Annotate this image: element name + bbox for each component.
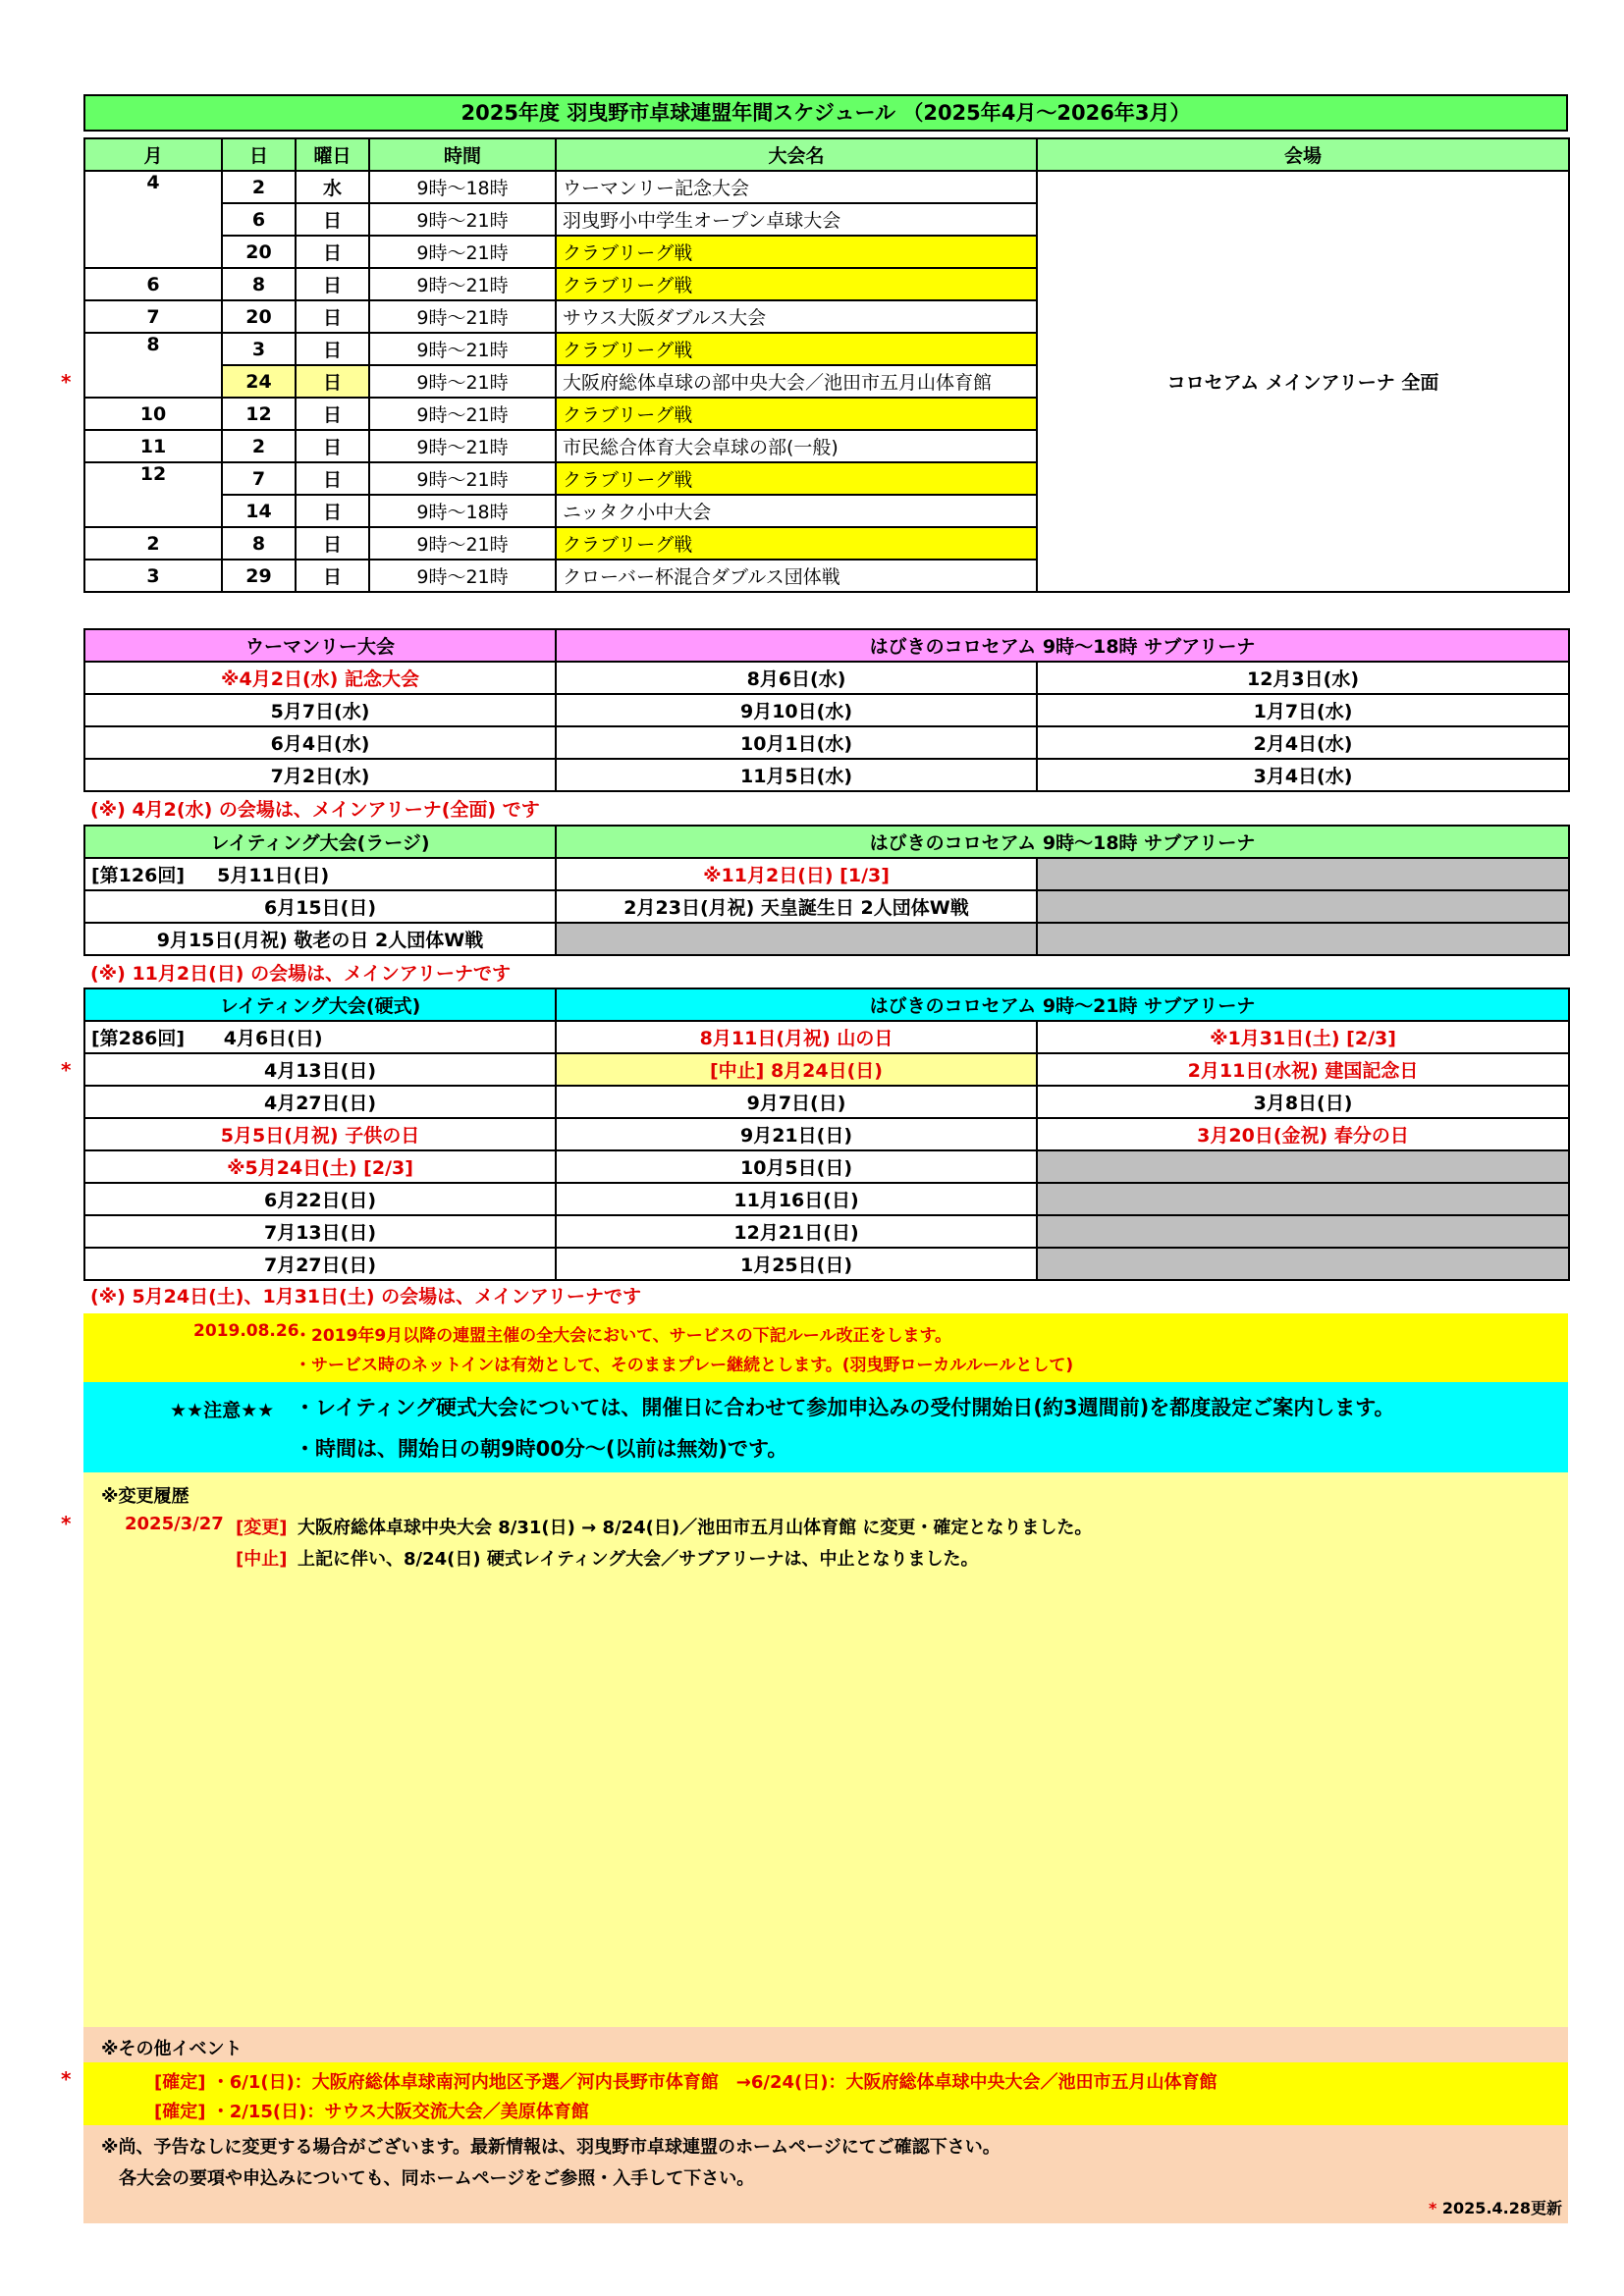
empty-cell: [1037, 890, 1569, 923]
table-row: [84, 662, 1569, 694]
asterisk-marker: *: [61, 370, 72, 394]
month-cell: 4: [84, 171, 222, 268]
schedule-table: [83, 137, 1570, 593]
updated-text: 2025.4.28更新: [1441, 2199, 1562, 2217]
schedule-header-row: [84, 138, 1569, 171]
time-cell: 9時～21時: [369, 236, 556, 268]
time-cell: 9時～21時: [369, 560, 556, 592]
rule-line2: ・サービス時のネットインは有効として、そのままプレー継続とします。(羽曳野ローカルルールとして): [295, 1356, 1074, 1375]
time-cell: 9時～21時: [369, 268, 556, 300]
day-cell: 20: [222, 236, 296, 268]
event-cell: ウーマンリー記念大会: [556, 171, 1037, 203]
caution-line2: ・時間は、開始日の朝9時00分～(以前は無効)です。: [295, 1437, 788, 1461]
day-cell: 2: [222, 430, 296, 462]
time-cell: 9時～18時: [369, 495, 556, 527]
day-cell: 3: [222, 333, 296, 365]
date-cell: 2月4日(水): [1037, 726, 1569, 759]
dow-cell: 水: [296, 171, 369, 203]
other-events: [83, 2027, 1568, 2125]
round-label: [第126回]: [91, 865, 186, 886]
day-cell: 8: [222, 268, 296, 300]
dow-cell: 日: [296, 236, 369, 268]
history-tag-cancel: [中止]: [236, 1549, 288, 1570]
date-cell: 12月21日(日): [556, 1215, 1037, 1248]
table-row: [84, 890, 1569, 923]
table-row: [84, 923, 1569, 955]
day-cell: 24: [222, 365, 296, 398]
table-row: [84, 1021, 1569, 1053]
event-cell: クラブリーグ戦: [556, 527, 1037, 560]
dow-cell: 日: [296, 300, 369, 333]
dow-cell: 日: [296, 462, 369, 495]
empty-cell: [1037, 1248, 1569, 1280]
table-row: [84, 858, 1569, 890]
rating-large-title: レイティング大会(ラージ): [84, 826, 556, 858]
day-cell: 29: [222, 560, 296, 592]
history-line2: 上記に伴い、8/24(日) 硬式レイティング大会／サブアリーナは、中止となりました。: [298, 1549, 979, 1570]
date-cell: 4月27日(日): [84, 1086, 556, 1118]
rating-large-table: [83, 825, 1570, 956]
date-cell: 1月25日(日): [556, 1248, 1037, 1280]
event-cell: クラブリーグ戦: [556, 398, 1037, 430]
time-cell: 9時～21時: [369, 203, 556, 236]
date-cell: ※11月2日(日) [1/3]: [556, 858, 1037, 890]
day-cell: 20: [222, 300, 296, 333]
date-cell: 7月27日(日): [84, 1248, 556, 1280]
asterisk-marker: *: [61, 1512, 72, 1535]
event-cell: サウス大阪ダブルス大会: [556, 300, 1037, 333]
month-cell: 8: [84, 333, 222, 398]
day-cell: 14: [222, 495, 296, 527]
other-event-line1: [確定] ・6/1(日)：大阪府総体卓球南河内地区予選／河内長野市体育館 →6/24(日)：大阪府総体卓球中央大会／池田市五月山体育館: [154, 2072, 1218, 2093]
empty-cell: [1037, 923, 1569, 955]
date-cell: ※4月2日(水) 記念大会: [84, 662, 556, 694]
time-cell: 9時～21時: [369, 333, 556, 365]
empty-cell: [1037, 858, 1569, 890]
time-cell: 9時～18時: [369, 171, 556, 203]
footer-line2: 各大会の要項や申込みについても、同ホームページをご参照・入手して下さい。: [119, 2168, 755, 2189]
month-cell: 7: [84, 300, 222, 333]
date-cell: 10月1日(水): [556, 726, 1037, 759]
date-text: 2月23日(月祝) 天皇誕生日 2人団体W戦: [623, 897, 969, 919]
footer: [83, 2125, 1568, 2223]
date-cell: 3月8日(日): [1037, 1086, 1569, 1118]
date-cell: 12月3日(水): [1037, 662, 1569, 694]
date-cell-cancelled: [中止] 8月24日(日): [556, 1053, 1037, 1086]
month-cell: 3: [84, 560, 222, 592]
dow-cell: 日: [296, 495, 369, 527]
rating-large-note: (※) 11月2日(日) の会場は、メインアリーナです: [90, 963, 511, 985]
dow-cell: 日: [296, 203, 369, 236]
event-cell: クラブリーグ戦: [556, 462, 1037, 495]
month-cell: 12: [84, 462, 222, 527]
header-day: 日: [222, 138, 296, 171]
date-cell: 1月7日(水): [1037, 694, 1569, 726]
dow-cell: 日: [296, 430, 369, 462]
asterisk-marker: *: [61, 2067, 72, 2091]
event-cell: クラブリーグ戦: [556, 236, 1037, 268]
table-row: [84, 1183, 1569, 1215]
month-cell: 11: [84, 430, 222, 462]
date-cell: 2月11日(水祝) 建国記念日: [1037, 1053, 1569, 1086]
rating-hard-title: レイティング大会(硬式): [84, 988, 556, 1021]
day-cell: 6: [222, 203, 296, 236]
date-cell: 8月6日(水): [556, 662, 1037, 694]
table-row: [84, 1086, 1569, 1118]
day-cell: 7: [222, 462, 296, 495]
caution-label: ★★注意★★: [170, 1400, 275, 1421]
date-cell: 5月5日(月祝) 子供の日: [84, 1118, 556, 1150]
womanly-title: ウーマンリー大会: [84, 629, 556, 662]
dow-cell: 日: [296, 365, 369, 398]
rule-date: 2019.08.26: [193, 1321, 299, 1341]
history-date: 2025/3/27: [125, 1514, 224, 1534]
date-cell: 4月13日(日): [84, 1053, 556, 1086]
date-text: 5月11日(日): [217, 865, 330, 886]
time-cell: 9時～21時: [369, 398, 556, 430]
date-cell: 11月5日(水): [556, 759, 1037, 791]
header-dow: 曜日: [296, 138, 369, 171]
table-row: [84, 726, 1569, 759]
date-cell: [84, 858, 556, 890]
day-cell: 12: [222, 398, 296, 430]
date-cell: ※1月31日(土) [2/3]: [1037, 1021, 1569, 1053]
date-cell: 9月7日(日): [556, 1086, 1037, 1118]
day-cell: 8: [222, 527, 296, 560]
other-event-line2: [確定] ・2/15(日)：サウス大阪交流大会／美原体育館: [154, 2102, 589, 2122]
caution-line1: ・レイティング硬式大会については、開催日に合わせて参加申込みの受付開始日(約3週間前)を都度設定ご案内します。: [295, 1396, 1395, 1419]
time-cell: 9時～21時: [369, 365, 556, 398]
rule-notice: [83, 1313, 1568, 1382]
date-cell: 5月7日(水): [84, 694, 556, 726]
time-cell: 9時～21時: [369, 527, 556, 560]
time-cell: 9時～21時: [369, 300, 556, 333]
header-event: 大会名: [556, 138, 1037, 171]
date-cell: 7月2日(水): [84, 759, 556, 791]
updated-label: * 2025.4.28更新: [1428, 2199, 1562, 2217]
month-cell: 6: [84, 268, 222, 300]
table-row: [84, 1150, 1569, 1183]
date-text: 4月6日(日): [223, 1028, 323, 1049]
month-cell: 2: [84, 527, 222, 560]
rating-hard-place: はびきのコロセアム 9時～21時 サブアリーナ: [556, 988, 1569, 1021]
event-cell: 羽曳野小中学生オープン卓球大会: [556, 203, 1037, 236]
rule-line1: ・2019年9月以降の連盟主催の全大会において、サービスの下記ルール改正をします。: [295, 1326, 952, 1346]
header-month: 月: [84, 138, 222, 171]
date-cell: 9月10日(水): [556, 694, 1037, 726]
table-row: [84, 759, 1569, 791]
history-line1: 大阪府総体卓球中央大会 8/31(日) → 8/24(日)／池田市五月山体育館 に変更・確定となりました。: [298, 1518, 1093, 1538]
history-title: ※変更履歴: [101, 1486, 189, 1507]
other-events-title: ※その他イベント: [101, 2039, 243, 2059]
header-time: 時間: [369, 138, 556, 171]
date-cell: [556, 890, 1037, 923]
date-cell: 6月22日(日): [84, 1183, 556, 1215]
rating-hard-note: (※) 5月24日(土)、1月31日(土) の会場は、メインアリーナです: [90, 1286, 641, 1308]
date-cell: [84, 1021, 556, 1053]
dow-cell: 日: [296, 560, 369, 592]
dow-cell: 日: [296, 333, 369, 365]
date-cell: 3月20日(金祝) 春分の日: [1037, 1118, 1569, 1150]
time-cell: 9時～21時: [369, 430, 556, 462]
womanly-table: [83, 628, 1570, 792]
empty-cell: [1037, 1183, 1569, 1215]
history-tag-change: [変更]: [236, 1518, 288, 1538]
date-cell: 6月15日(日): [84, 890, 556, 923]
rating-hard-table: [83, 988, 1570, 1281]
table-row: [84, 1248, 1569, 1280]
header-venue: 会場: [1037, 138, 1569, 171]
event-cell: クラブリーグ戦: [556, 268, 1037, 300]
womanly-place: はびきのコロセアム 9時～18時 サブアリーナ: [556, 629, 1569, 662]
asterisk-marker: *: [61, 1058, 72, 1082]
change-history: [83, 1472, 1568, 2027]
day-cell: 2: [222, 171, 296, 203]
date-cell: 11月16日(日): [556, 1183, 1037, 1215]
caution-notice: [83, 1382, 1568, 1472]
date-cell: 3月4日(水): [1037, 759, 1569, 791]
rating-large-place: はびきのコロセアム 9時～18時 サブアリーナ: [556, 826, 1569, 858]
time-cell: 9時～21時: [369, 462, 556, 495]
event-cell: 市民総合体育大会卓球の部(一般): [556, 430, 1037, 462]
table-row: [84, 1215, 1569, 1248]
date-cell: 6月4日(水): [84, 726, 556, 759]
venue-cell: コロセアム メインアリーナ 全面: [1037, 171, 1569, 592]
table-row: [84, 694, 1569, 726]
empty-cell: [1037, 1150, 1569, 1183]
dow-cell: 日: [296, 268, 369, 300]
empty-cell: [1037, 1215, 1569, 1248]
footer-line1: ※尚、予告なしに変更する場合がございます。最新情報は、羽曳野市卓球連盟のホームページにてご確認下さい。: [101, 2137, 1001, 2158]
dow-cell: 日: [296, 527, 369, 560]
event-cell: ニッタク小中大会: [556, 495, 1037, 527]
month-cell: 10: [84, 398, 222, 430]
date-cell: 8月11日(月祝) 山の日: [556, 1021, 1037, 1053]
table-row: [84, 1118, 1569, 1150]
event-cell: 大阪府総体卓球の部中央大会／池田市五月山体育館: [556, 365, 1037, 398]
table-row: [84, 171, 1569, 203]
date-cell: 9月21日(日): [556, 1118, 1037, 1150]
date-cell: 7月13日(日): [84, 1215, 556, 1248]
table-row: [84, 1053, 1569, 1086]
womanly-note: (※) 4月2(水) の会場は、メインアリーナ(全面) です: [90, 799, 540, 821]
round-label: [第286回]: [91, 1028, 186, 1049]
empty-cell: [556, 923, 1037, 955]
date-cell: ※5月24日(土) [2/3]: [84, 1150, 556, 1183]
date-cell: 10月5日(日): [556, 1150, 1037, 1183]
page-title: 2025年度 羽曳野市卓球連盟年間スケジュール （2025年4月～2026年3月）: [83, 94, 1568, 132]
dow-cell: 日: [296, 398, 369, 430]
event-cell: クローバー杯混合ダブルス団体戦: [556, 560, 1037, 592]
event-cell: クラブリーグ戦: [556, 333, 1037, 365]
date-cell: 9月15日(月祝) 敬老の日 2人団体W戦: [84, 923, 556, 955]
